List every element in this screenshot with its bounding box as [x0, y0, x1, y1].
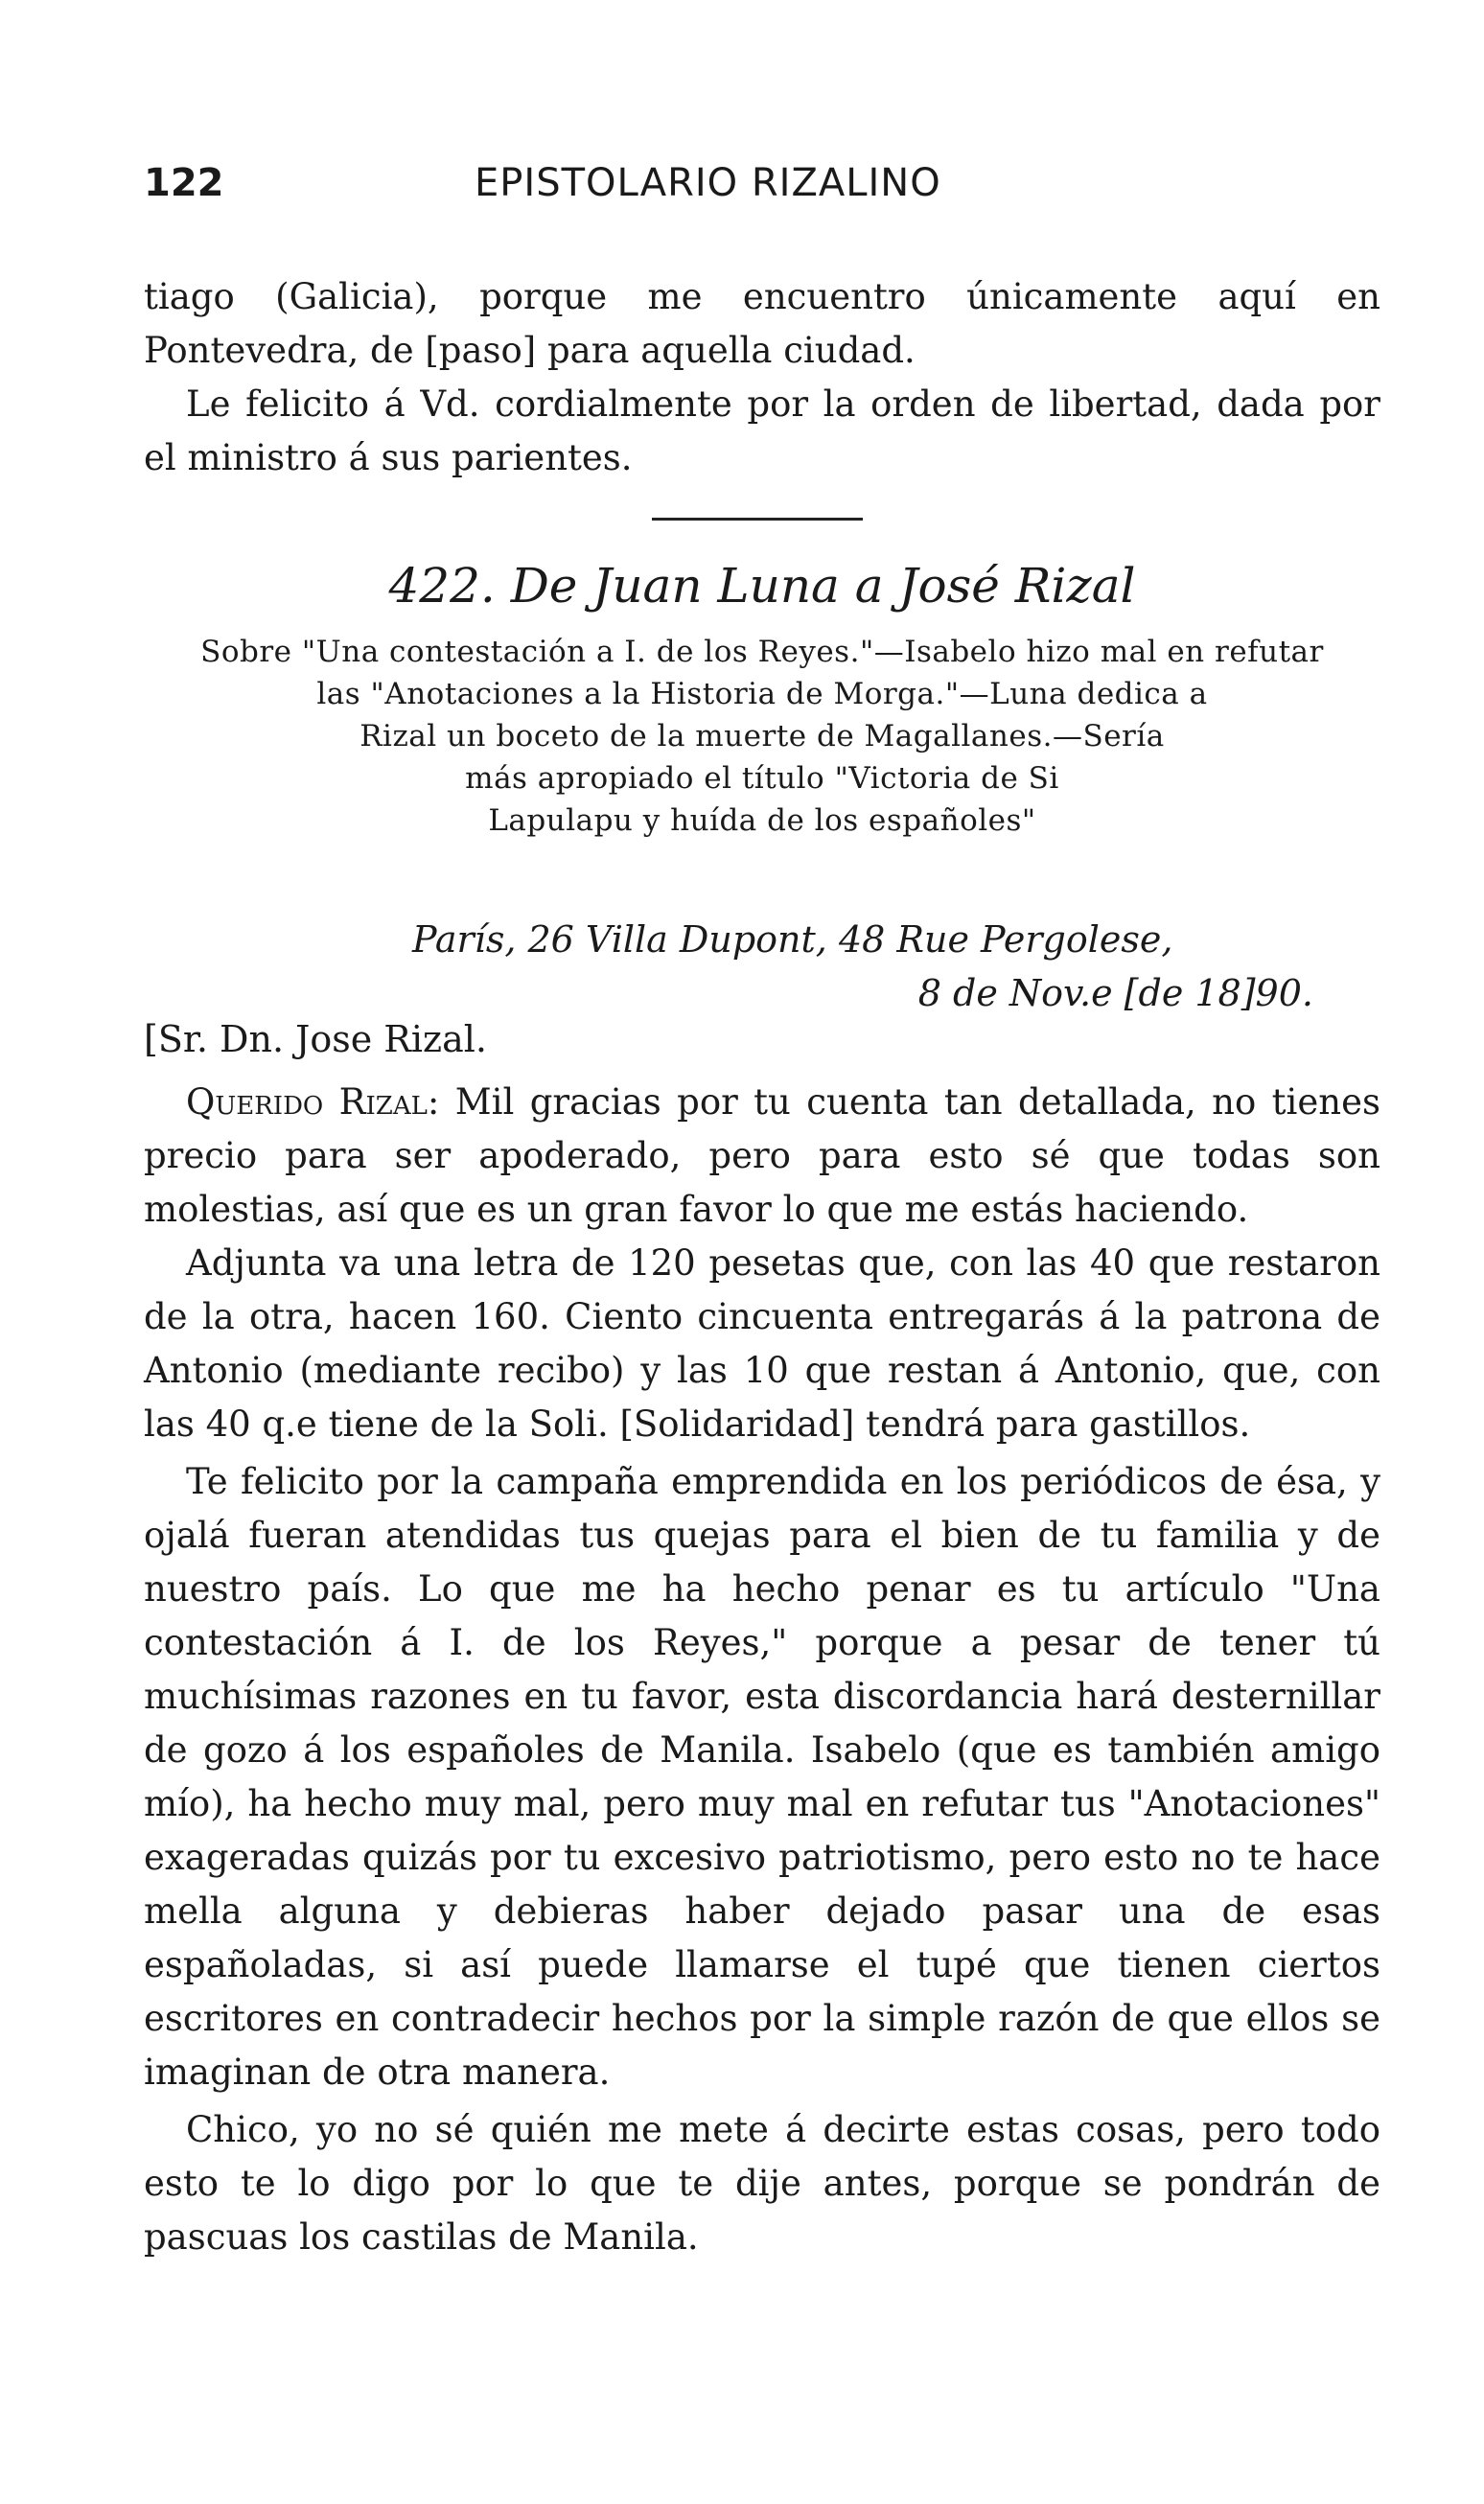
continuation-paragraph: Le felicito á Vd. cordialmente por la orden de libertad, dada por el ministro á sus parientes.	[144, 383, 1380, 478]
page-header	[144, 161, 1390, 219]
letter-body	[144, 1076, 1380, 2264]
running-title: EPISTOLARIO RIZALINO	[475, 161, 941, 205]
summary-line: Lapulapu y huída de los españoles"	[488, 803, 1036, 838]
letter-paragraph	[144, 1076, 1380, 1237]
page-number: 122	[144, 161, 224, 205]
letter-dateline	[144, 913, 1333, 1020]
section-divider	[652, 518, 863, 521]
summary-line: las "Anotaciones a la Historia de Morga."—Luna dedica a	[316, 677, 1208, 711]
letter-paragraph-text: Mil gracias por tu cuenta tan detallada, no tienes precio para ser apoderado, pero para esto sé que todas son molestias, así que es un gran favor lo que me estás haciendo.	[144, 1081, 1380, 1230]
letter-place: París, 26 Villa Dupont, 48 Rue Pergolese,	[412, 918, 1173, 961]
letter-paragraph: Chico, yo no sé quién me mete á decirte estas cosas, pero todo esto te lo digo por lo que te dije antes, porque se pondrán de pascuas los castilas de Manila.	[144, 2109, 1380, 2258]
continuation-paragraph: tiago (Galicia), porque me encuentro únicamente aquí en Pontevedra, de [paso] para aquella ciudad.	[144, 276, 1380, 371]
letter-title: 422. De Juan Luna a José Rizal	[388, 558, 1136, 614]
letter-addressee: [Sr. Dn. Jose Rizal.	[144, 1018, 487, 1060]
summary-line: Sobre "Una contestación a I. de los Reyes."—Isabelo hizo mal en refutar	[200, 635, 1324, 669]
letter-date: 8 de Nov.e [de 18]90.	[917, 972, 1313, 1014]
previous-letter-ending	[144, 270, 1380, 485]
summary-line: más apropiado el título "Victoria de Si	[465, 761, 1059, 796]
letter-greeting: Querido Rizal:	[186, 1081, 440, 1123]
letter-paragraph: Te felicito por la campaña emprendida en los periódicos de ésa, y ojalá fueran atendidas tus quejas para el bien de tu familia y de nuestro país. Lo que me ha hecho penar es tu artículo "Una contestación á I. de los Reyes," porque a pesar de tener tú muchísimas razones en tu favor, esta discordancia hará desternillar de gozo á los españoles de Manila. Isabelo (que es también amigo mío), ha hecho muy mal, pero muy mal en refutar tus "Anotaciones" exageradas quizás por tu excesivo patriotismo, pero esto no te hace mella alguna y debieras haber dejado pasar una de esas españoladas, si así puede llamarse el tupé que tienen ciertos escritores en contradecir hechos por la simple razón de que ellos se imaginan de otra manera.	[144, 1461, 1380, 2093]
letter-paragraph: Adjunta va una letra de 120 pesetas que, con las 40 que restaron de la otra, hacen 160. Ciento cincuenta entregarás á la patrona de Antonio (mediante recibo) y las 10 que restan á Antonio, que, con las 40 q.e tiene de la Soli. [Solidaridad] tendrá para gastillos.	[144, 1242, 1380, 1445]
summary-line: Rizal un boceto de la muerte de Magallanes.—Sería	[359, 719, 1165, 754]
letter-summary	[144, 631, 1380, 842]
